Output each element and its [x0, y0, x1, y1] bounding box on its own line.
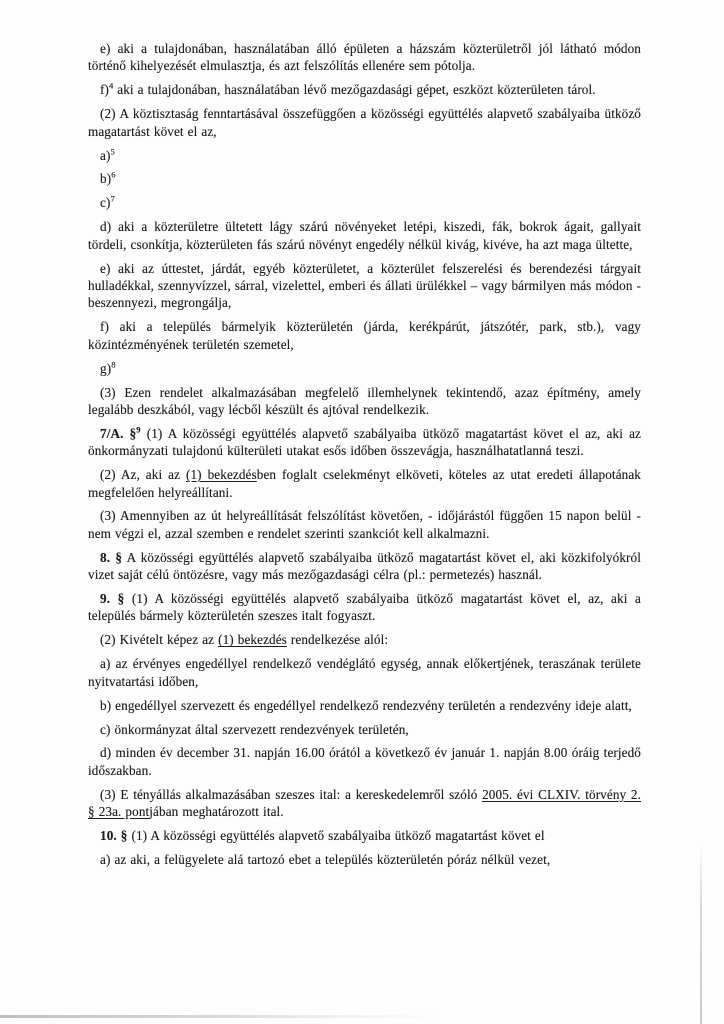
text-run: e) aki az úttestet, járdát, egyéb közterületet, a közterület felszerelési és berendezési tárgyait hulladékkal, szennyvízzel, sárral, vizelettel, emberi és állati ürülékkel – vagy bármilyen más módon - beszennyezi, megrongálja,	[88, 260, 642, 311]
section-7a-para-1	[88, 425, 641, 460]
text-run: 10. §	[100, 828, 128, 844]
text-run: (1) A közösségi együttélés alapvető szabályaiba ütköző magatartást követ el, az, aki a település bármely közterületén szeszes italt fogyaszt.	[88, 591, 641, 624]
text-run: (1) A közösségi együttélés alapvető szabályaiba ütköző magatartást követ el az, aki az önkormányzati tulajdonú külterületi utakat esős időben összevágja, használhatatlanná teszi.	[88, 425, 641, 459]
footnote-reference: 7	[110, 193, 115, 204]
footnote-reference: 9	[136, 424, 141, 435]
text-run: a)	[100, 147, 111, 163]
text-run: 8. §	[100, 549, 123, 565]
text-run: g)	[100, 360, 112, 376]
item-e-pollution	[88, 260, 641, 312]
item-a-catering	[88, 655, 641, 690]
item-a-repealed	[88, 147, 641, 164]
text-run: A közösségi együttélés alapvető szabályaiba ütköző magatartást követ el, aki közkifolyókról vizet saját célú öntözésre, vagy más mezőgazdasági célra (pl.: permetezés) használ.	[88, 549, 641, 583]
item-f-littering	[88, 318, 641, 353]
text-run: b) engedéllyel szervezett és engedéllyel rendelkező rendezvény területén a rendezvény ideje alatt,	[100, 697, 632, 713]
footnote-reference: 5	[110, 146, 115, 157]
text-run: 9. §	[100, 591, 125, 607]
text-run: f) aki a település bármelyik közterületén (járda, kerékpárút, játszótér, park, stb.), vagy közintézményének területén szemetel,	[88, 319, 641, 352]
item-b-event	[88, 697, 641, 714]
text-run: (1) A közösségi együttélés alapvető szabályaiba ütköző magatartást követ el	[127, 828, 545, 844]
document-body	[88, 40, 641, 875]
section-8	[88, 549, 641, 584]
legal-reference: 2005. évi CLXIV. törvény 2. § 23a. pont	[88, 786, 641, 820]
item-g-repealed	[88, 360, 641, 377]
section-7a-para-3	[88, 507, 641, 542]
text-run: (2) Az, aki az	[100, 467, 186, 483]
item-c-municipal-event	[88, 721, 641, 738]
text-run: d) aki a közterületre ültetett lágy szárú növényeket letépi, kiszedi, fák, bokrok ágait, gallyait tördeli, csonkítja, közterületen fás szárú növényt engedély nélkül kivág, kivéve, ha azt maga ültette,	[88, 219, 641, 252]
section-10-para-1	[88, 827, 641, 844]
text-run: c) önkormányzat által szervezett rendezvények területén,	[100, 721, 409, 737]
section-9-para-1	[88, 590, 641, 625]
text-run: b)	[100, 171, 112, 187]
item-f-machine-storage	[88, 81, 641, 98]
text-run: f)	[100, 82, 109, 98]
section-9-para-3	[88, 786, 641, 821]
para-2-public-cleanliness	[88, 105, 641, 140]
text-run: rendelkezése alól:	[286, 632, 389, 648]
text-run: a) az érvényes engedéllyel rendelkező vendéglátó egység, annak előkertjének, teraszának területe nyitvatartási időben,	[88, 656, 641, 689]
text-run: (2) A köztisztaság fenntartásával összefüggően a közösségi együttélés alapvető szabályaiba ütköző magatartást követ el az,	[88, 106, 641, 139]
item-d-plants	[88, 218, 641, 253]
item-a-dog-leash	[88, 851, 641, 868]
text-run: (3) Ezen rendelet alkalmazásában megfelelő illemhelynek tekintendő, azaz építmény, amely legalább deszkából, vagy lécből készült és ajtóval rendelkezik.	[88, 384, 641, 417]
text-run: (3) E tényállás alkalmazásában szeszes ital: a kereskedelemről szóló	[100, 786, 483, 802]
item-c-repealed	[88, 194, 641, 211]
text-run: jában meghatározott ital.	[149, 804, 284, 820]
text-run: aki a tulajdonában, használatában lévő mezőgazdasági gépet, eszközt közterületen tárol.	[113, 82, 596, 98]
item-b-repealed	[88, 170, 641, 187]
item-e-house-number	[88, 40, 641, 75]
text-run: e) aki a tulajdonában, használatában álló épületen a házszám közterületről jól látható módon történő kihelyezését elmulasztja, és azt felszólítás ellenére sem pótolja.	[88, 41, 641, 74]
text-run: 7/A. §	[100, 425, 137, 441]
text-run: c)	[100, 195, 111, 211]
text-run: (2) Kivételt képez az	[100, 632, 219, 648]
text-run: a) az aki, a felügyelete alá tartozó ebet a település közterületén póráz nélkül vezet,	[100, 851, 551, 867]
scan-edge-line-right	[700, 842, 702, 1024]
text-run: ben foglalt cselekményt elköveti, köteles az utat eredeti állapotának megfelelően helyreállítani.	[88, 467, 641, 500]
legal-reference: (1) bekezdés	[218, 632, 287, 648]
text-run: d) minden év december 31. napján 16.00 órától a következő év január 1. napján 8.00 óráig terjedő időszakban.	[88, 745, 641, 778]
para-3-toilet-definition	[88, 384, 641, 419]
legal-reference: (1) bekezdés	[186, 467, 257, 483]
section-7a-para-2	[88, 466, 641, 501]
text-run: (3) Amennyiben az út helyreállítását felszólítást követően, - időjárástól függően 15 napon belül - nem végzi el, azzal szemben e rendelet szerinti szankciót kell alkalmazni.	[88, 508, 641, 541]
item-d-new-year	[88, 744, 641, 779]
footnote-reference: 6	[111, 170, 116, 181]
footnote-reference: 8	[111, 359, 116, 370]
scan-shadow-line-bottom	[0, 1015, 440, 1018]
footnote-reference: 4	[108, 80, 114, 91]
section-9-para-2	[88, 631, 641, 648]
